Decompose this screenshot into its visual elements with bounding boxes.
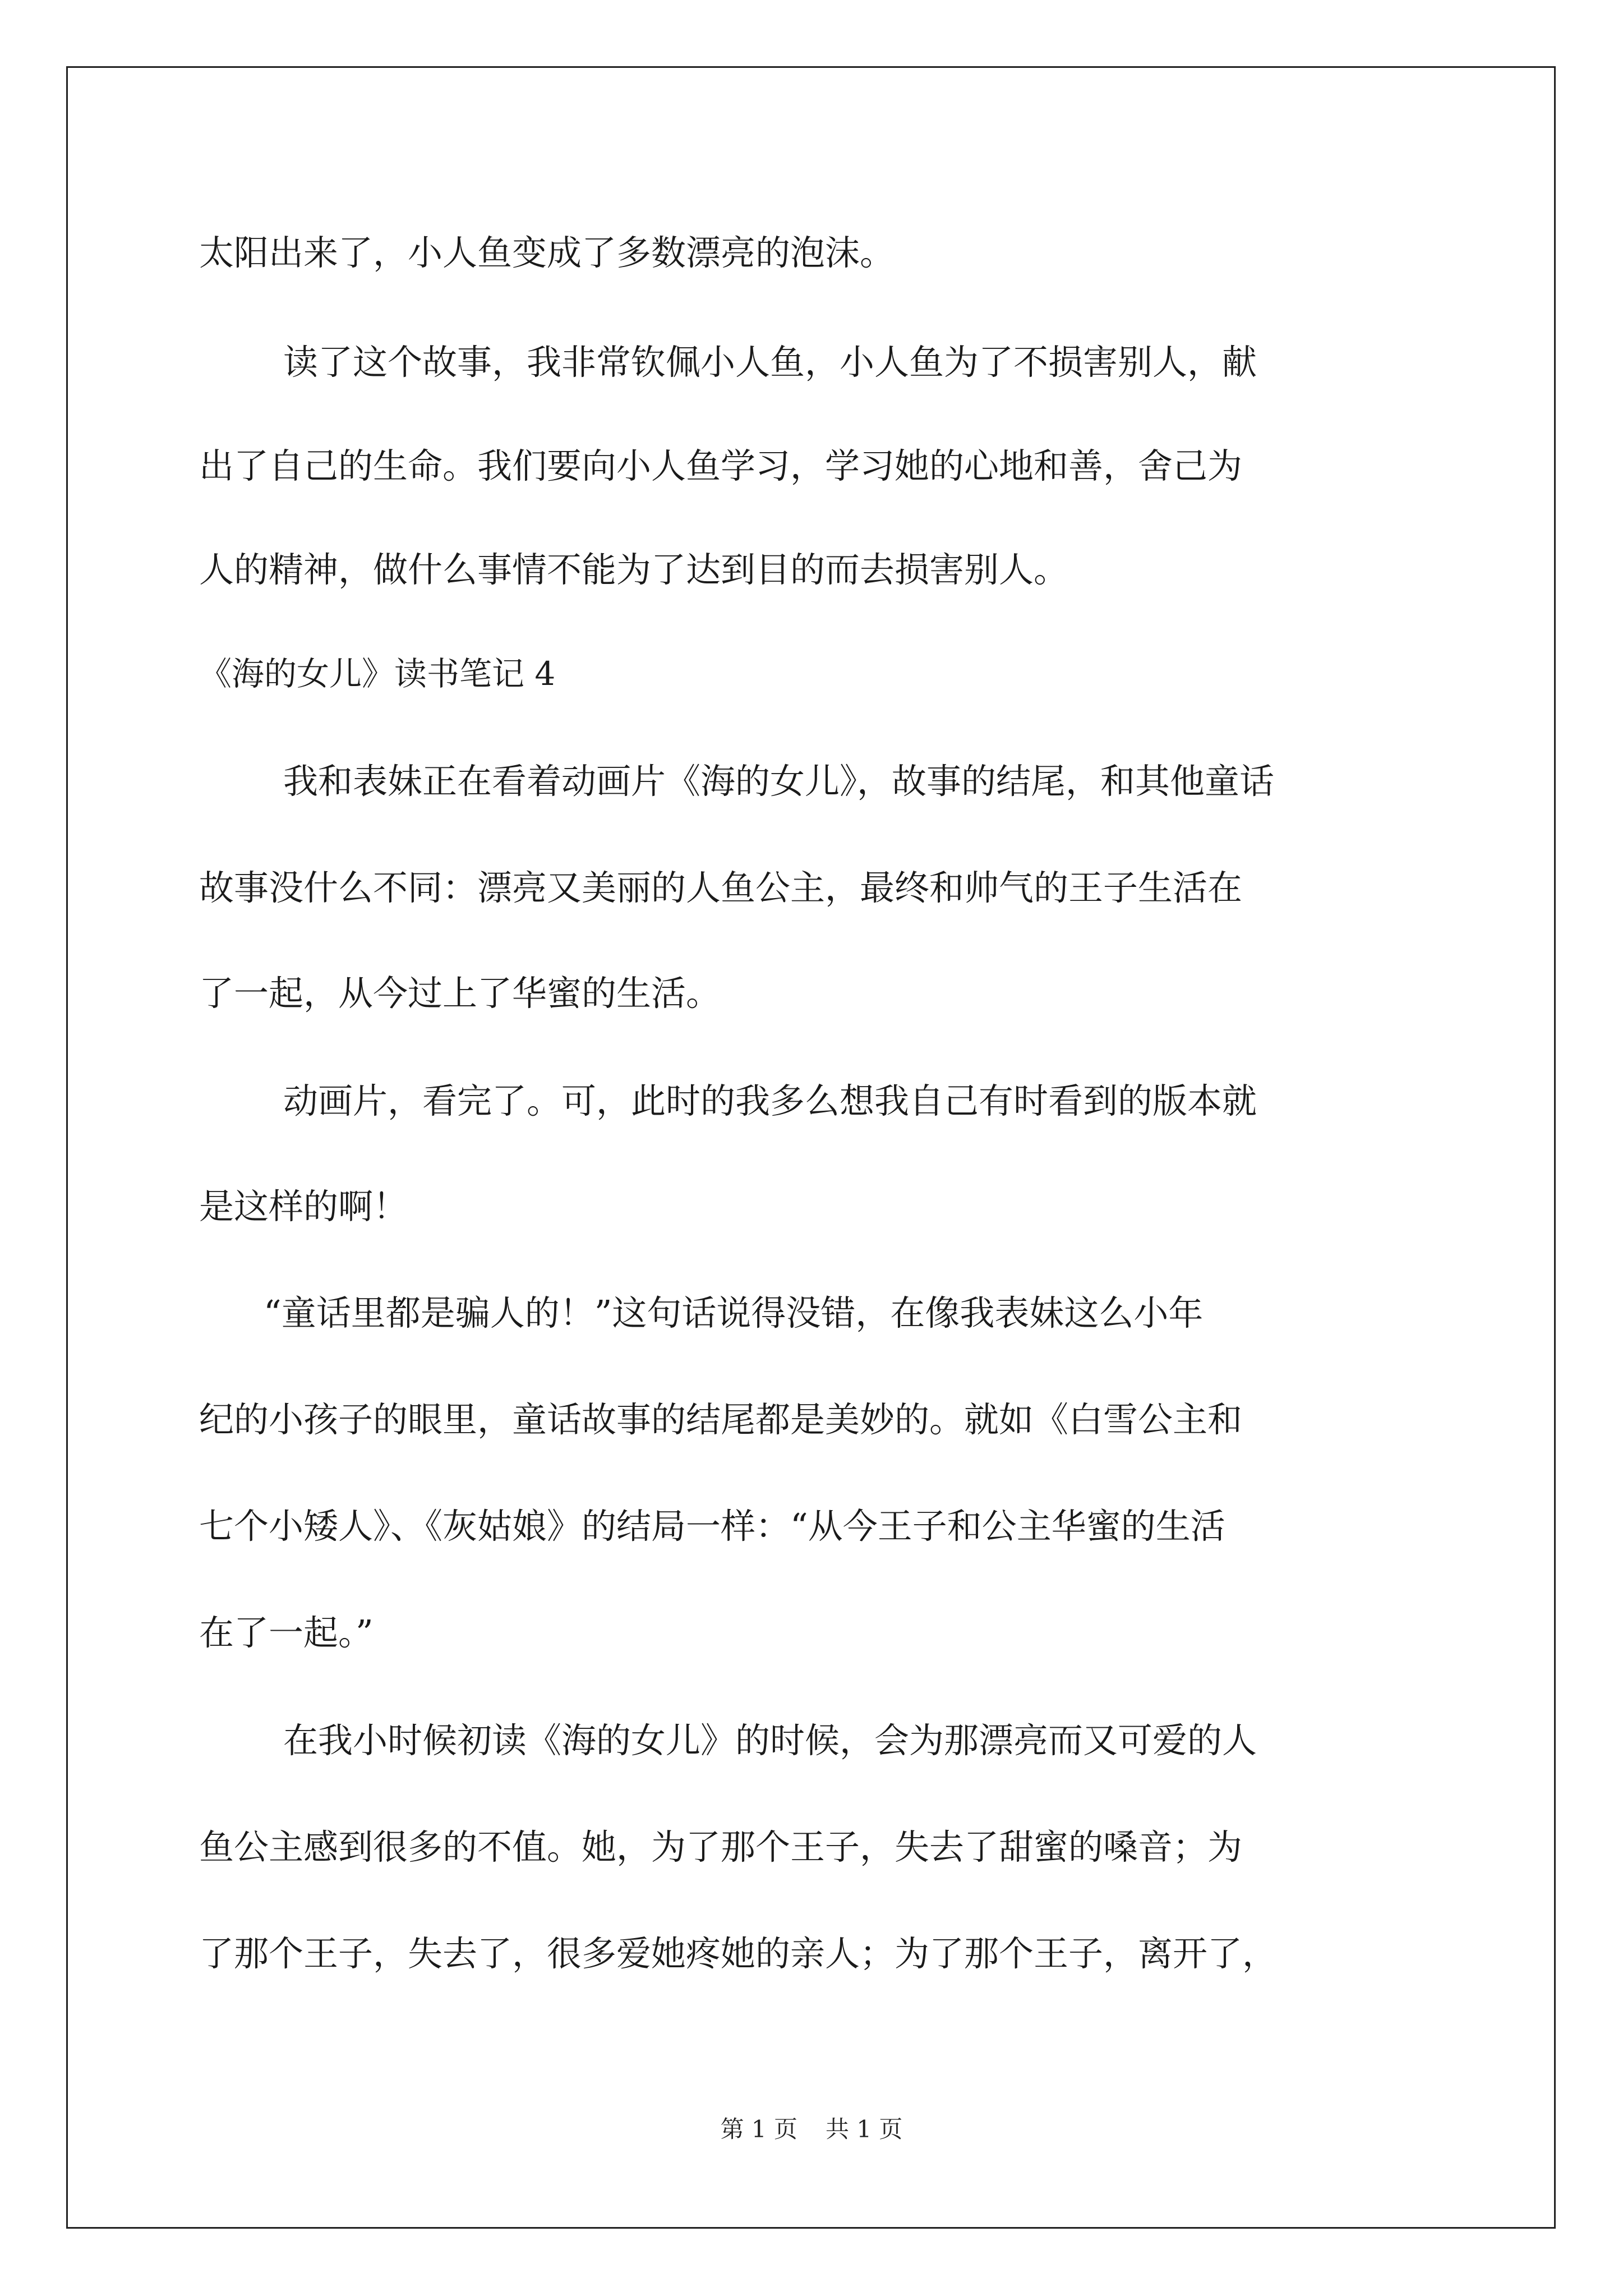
page-number: 第 1 页 [720, 2115, 797, 2143]
paragraph-line: 我和表妹正在看着动画片《海的女儿》，故事的结尾，和其他童话 [283, 761, 1275, 802]
text-line: 是这样的啊！ [199, 1186, 408, 1227]
page-total: 共 1 页 [826, 2115, 903, 2143]
paragraph-line: 在我小时候初读《海的女儿》的时候，会为那漂亮而又可爱的人 [283, 1720, 1257, 1761]
text-line: 了一起，从今过上了华蜜的生活。 [199, 973, 721, 1014]
text-line: 在了一起。” [199, 1612, 374, 1653]
page-footer [0, 2115, 1623, 2143]
text-line: 出了自己的生命。我们要向小人鱼学习，学习她的心地和善，舍己为 [199, 445, 1243, 486]
paragraph-line: “童话里都是骗人的！”这句话说得没错，在像我表妹这么小年 [264, 1292, 1204, 1333]
text-line: 鱼公主感到很多的不值。她，为了那个王子，失去了甜蜜的嗓音；为 [199, 1826, 1243, 1867]
section-heading: 《海的女儿》读书笔记 4 [199, 655, 556, 693]
text-line: 七个小矮人》、《灰姑娘》的结局一样：“从今王子和公主华蜜的生活 [199, 1506, 1225, 1547]
text-line: 太阳出来了，小人鱼变成了多数漂亮的泡沫。 [199, 232, 895, 273]
text-line: 纪的小孩子的眼里，童话故事的结尾都是美妙的。就如《白雪公主和 [199, 1399, 1243, 1440]
paragraph-line: 动画片，看完了。可，此时的我多么想我自己有时看到的版本就 [283, 1080, 1257, 1121]
text-line: 人的精神，做什么事情不能为了达到目的而去损害别人。 [199, 549, 1069, 590]
paragraph-line: 读了这个故事，我非常钦佩小人鱼，小人鱼为了不损害别人，献 [283, 342, 1257, 383]
page-border [66, 66, 1556, 2229]
text-line: 了那个王子，失去了，很多爱她疼她的亲人；为了那个王子，离开了， [199, 1933, 1278, 1974]
text-line: 故事没什么不同：漂亮又美丽的人鱼公主，最终和帅气的王子生活在 [199, 867, 1243, 908]
